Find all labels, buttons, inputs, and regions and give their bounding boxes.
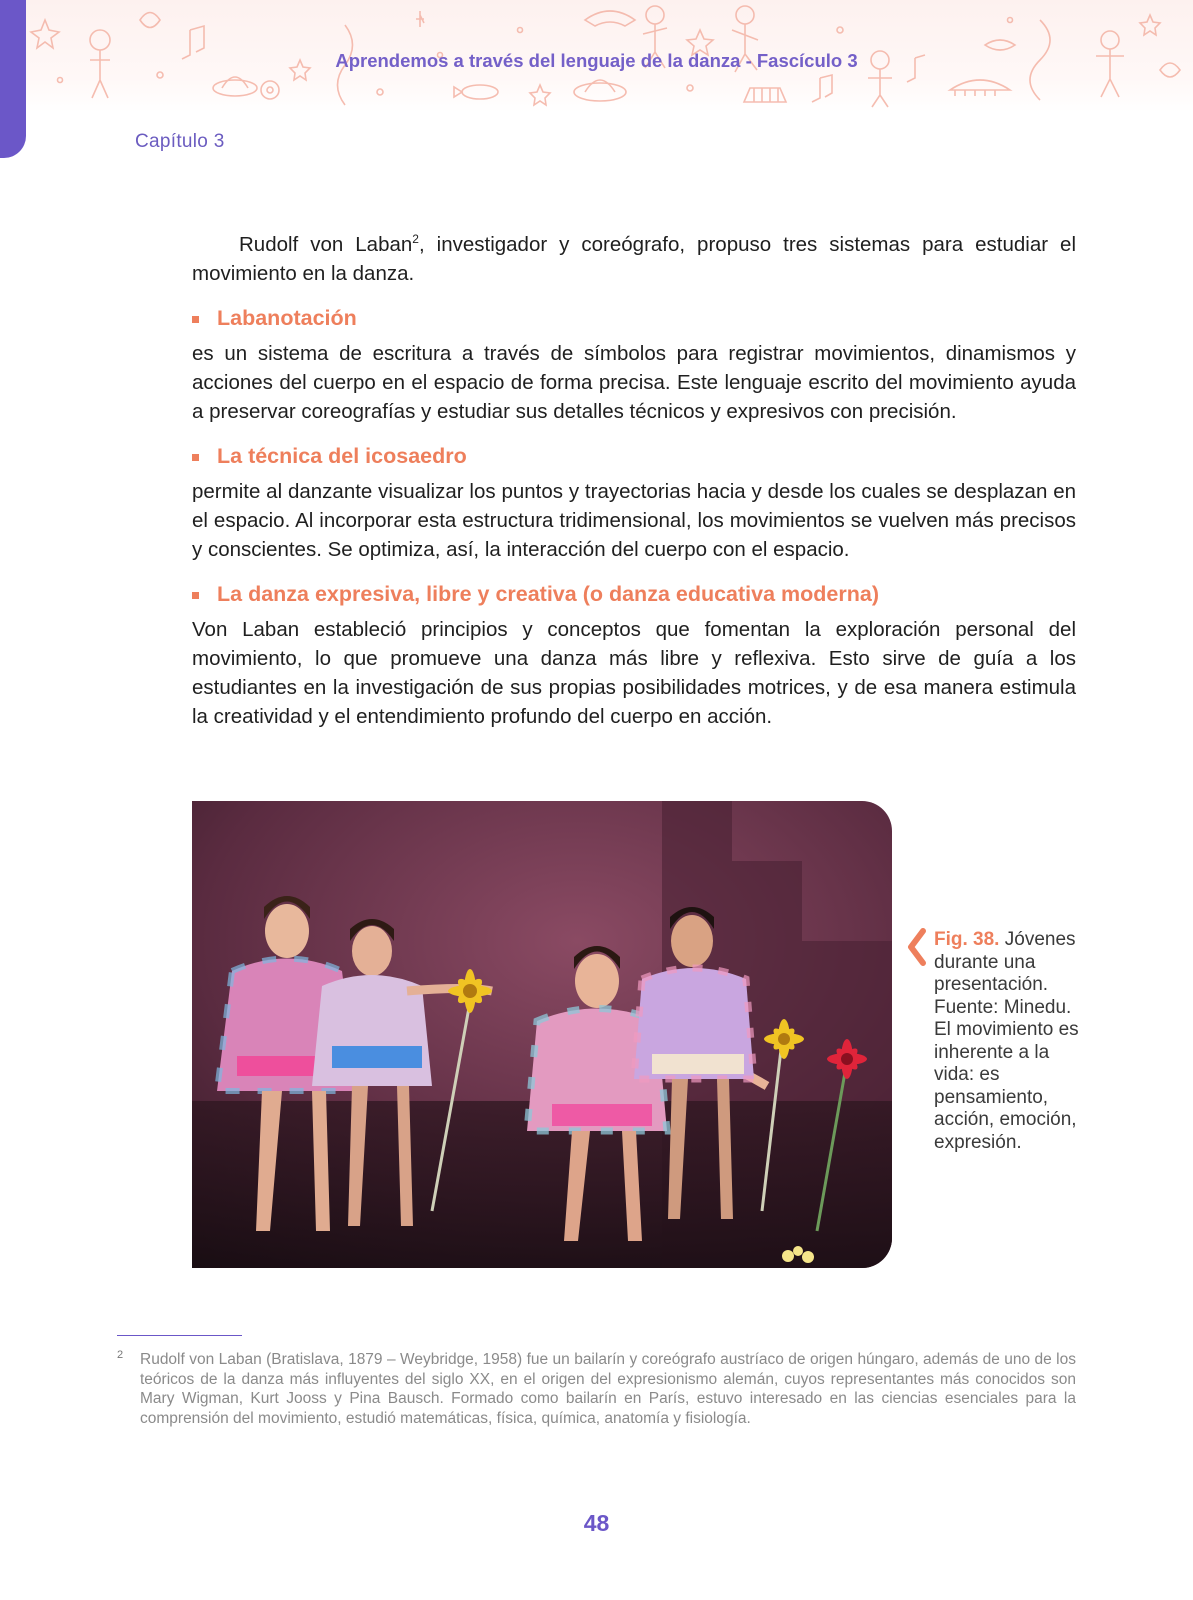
- square-bullet-icon: [192, 592, 199, 599]
- dancers-photo: [192, 801, 892, 1268]
- dancers-illustration: [192, 801, 892, 1268]
- footnote-reference[interactable]: 2: [412, 232, 419, 247]
- page-number: 48: [583, 1510, 610, 1536]
- intro-text-start: Rudolf von Laban: [239, 233, 413, 256]
- section-title: La técnica del icosaedro: [217, 444, 467, 468]
- intro-text-end: , investigador y coreógrafo, propuso tres sistemas para estudiar el movimiento en la danza.: [192, 233, 1076, 285]
- footnote-divider: [117, 1335, 242, 1336]
- footnote-text: Rudolf von Laban (Bratislava, 1879 – Weybridge, 1958) fue un bailarín y coreógrafo austríaco de origen húngaro, además de uno de los teóricos de la danza más influyentes del siglo XX, en el origen del expresionismo alemán, cuyos representantes más conocidos son Mary Wigman, Kurt Jooss y Pina Bausch. Formado como bailarín en París, estuvo interesado en las ciencias esenciales para la comprensión del movimiento, estudió matemáticas, física, química, anatomía y fisiología.: [140, 1351, 1076, 1427]
- chapter-side-tab: [0, 0, 26, 158]
- intro-paragraph: [192, 230, 1076, 288]
- square-bullet-icon: [192, 316, 199, 323]
- footnote-number: 2: [117, 1349, 124, 1361]
- running-title: Aprendemos a través del lenguaje de la danza - Fascículo 3: [335, 50, 858, 71]
- figure-label: Fig. 38.: [934, 929, 1000, 950]
- section-heading-danza-expresiva: [192, 582, 1076, 607]
- section-title: Labanotación: [217, 306, 357, 330]
- section-heading-icosaedro: [192, 444, 1076, 469]
- main-content: [192, 230, 1076, 731]
- square-bullet-icon: [192, 454, 199, 461]
- figure-caption-text: Jóvenes durante una presentación. Fuente: Minedu. El movimiento es inherente a la vida: es pensamiento, acción, emoción, expresión.: [934, 929, 1079, 1153]
- section-body: permite al danzante visualizar los puntos y trayectorias hacia y desde los cuales se desplazan en el espacio. Al incorporar esta estructura tridimensional, los movimientos se vuelven más precisos y conscientes. Se optimiza, así, la interacción del cuerpo con el espacio.: [192, 480, 1076, 561]
- section-body: Von Laban estableció principios y conceptos que fomentan la exploración personal del movimiento, lo que promueve una danza más libre y reflexiva. Esto sirve de guía a los estudiantes en la investigación de sus propias posibilidades motrices, y de esa manera estimula la creatividad y el entendimiento profundo del cuerpo en acción.: [192, 618, 1076, 728]
- chapter-label: Capítulo 3: [135, 131, 225, 152]
- section-heading-labanotacion: [192, 306, 1076, 331]
- chevron-left-icon: [905, 927, 927, 967]
- section-title: La danza expresiva, libre y creativa (o danza educativa moderna): [217, 582, 879, 606]
- figure-caption: [934, 929, 1084, 1154]
- section-body: es un sistema de escritura a través de símbolos para registrar movimientos, dinamismos y acciones del cuerpo en el espacio de forma precisa. Este lenguaje escrito del movimiento ayuda a preservar coreografías y estudiar sus detalles técnicos y expresivos con precisión.: [192, 342, 1076, 423]
